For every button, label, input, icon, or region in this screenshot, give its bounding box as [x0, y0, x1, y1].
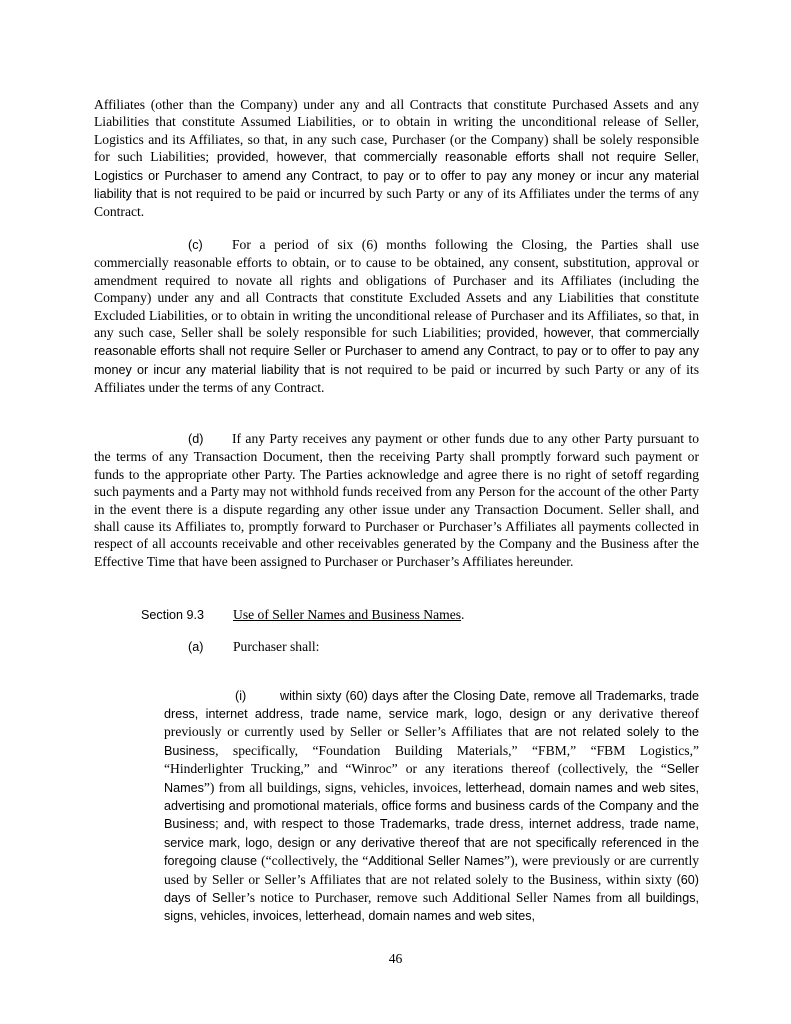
defined-term: Additional Seller Names — [368, 854, 505, 869]
clause-text: ”) from all buildings, signs, vehicles, invoices, — [203, 779, 466, 795]
clause-text: (60) days of Se — [164, 872, 699, 906]
clause-i — [164, 687, 699, 926]
paragraph-continuation — [94, 96, 699, 221]
paragraph-d — [94, 430, 699, 570]
section-title: Use of Seller Names and Business Names — [233, 607, 462, 622]
clause-text: within sixty (60) days after the Closing Date, remove all Trademarks, trade dress, internet address, trade name, service mark, logo, design or — [164, 688, 699, 721]
section-heading — [141, 606, 699, 624]
page-number: 46 — [388, 951, 403, 966]
clause-text: letterhead, domain names and web sites, advertising and promotional materials, office forms and business cards of the Company and the Business; and, with respect to those Trademarks, trade dress, internet address, trade name, service mark, logo, design or any derivative thereof that are not specifically referenced in the foregoing clause — [164, 780, 700, 869]
clause-text: (“collectively, the “ — [257, 853, 369, 869]
paragraph-text: required to be paid or incurred by such Party or any of its Affiliates under the terms of any Contract. — [94, 361, 699, 396]
paragraph-c — [94, 236, 699, 397]
clause-text: are not related solely to the Business — [164, 725, 699, 758]
paragraph-text: Affiliates (other than the Company) under any and all Contracts that constitute Purchased Assets and any Liabilities that constitute Assumed Liabilities, or to obtain in writing the unconditional release of Seller, Logistics and its Affiliates, so that, in any such case, Purchaser (or the Company) shall be solely responsible for such Liabilities; — [94, 97, 699, 165]
clause-text: ”), were previously or are currently used by Seller or Seller’s Affiliates that are not related solely to the Business, within sixty — [164, 853, 700, 887]
section-number: Section 9.3 — [141, 608, 205, 622]
subsection-text: Purchaser shall: — [233, 639, 320, 654]
clause-text: , specifically, “Foundation Building Materials,” “FBM,” “FBM Logistics,” “Hinderlighter Trucking,” and “Winroc” or any iterations thereof (collectively, the “ — [164, 742, 699, 777]
paragraph-label: (d) — [188, 432, 204, 446]
section-title-period: . — [461, 607, 465, 622]
defined-term: Seller Names — [164, 762, 699, 795]
proviso-text: provided, however, that commercially reasonable efforts shall not require Seller, Logistics or Purchaser to amend any Contract, to pay or to offer to pay any money or incur any material liability that is not — [94, 150, 699, 202]
paragraph-label: (c) — [188, 238, 203, 252]
paragraph-text: For a period of six (6) months following the Closing, the Parties shall use commercially reasonable efforts to obtain, or to cause to be obtained, any consent, substitution, approval or amendment required to novate all rights and obligations of Purchaser and its Affiliates (including the Company) under any and all Contracts that constitute Excluded Assets and any Liabilities that constitute Excluded Liabilities, or to obtain in writing the unconditional release of Purchaser and its Affiliates, so that, in any such case, Seller shall be solely responsible for such Liabilities; — [94, 237, 699, 341]
clause-text: any derivative thereof previously or currently used by Seller or Seller’s Affiliates that — [164, 706, 699, 740]
clause-text: ller’s notice to Purchaser, remove such Additional Seller Names from — [227, 890, 628, 906]
clause-text: all buildings, signs, vehicles, invoices, letterhead, domain names and web sites, — [164, 891, 699, 924]
subsection-label: (a) — [188, 640, 204, 654]
clause-label: (i) — [235, 688, 247, 703]
subsection-a — [188, 638, 319, 656]
paragraph-text: required to be paid or incurred by such Party or any of its Affiliates under the terms of any Contract. — [94, 186, 699, 220]
paragraph-text: If any Party receives any payment or other funds due to any other Party pursuant to the terms of any Transaction Document, then the receiving Party shall promptly forward such payment or funds to the appropriate other Party. The Parties acknowledge and agree there is no right of setoff regarding such payments and a Party may not withhold funds received from any Person for the account of the other Party in the event there is a dispute regarding any other issue under any Transaction Document. Seller shall, and shall cause its Affiliates to, promptly forward to Purchaser or Purchaser’s Affiliates all payments collected in respect of all accounts receivable and other receivables generated by the Company and the Business after the Effective Time that have been assigned to Purchaser or Purchaser’s Affiliates hereunder. — [94, 431, 699, 569]
proviso-text: provided, however, that commercially reasonable efforts shall not require Seller or Purchaser to amend any Contract, to pay or to offer to pay any money or incur any material liability that is not — [94, 326, 699, 377]
